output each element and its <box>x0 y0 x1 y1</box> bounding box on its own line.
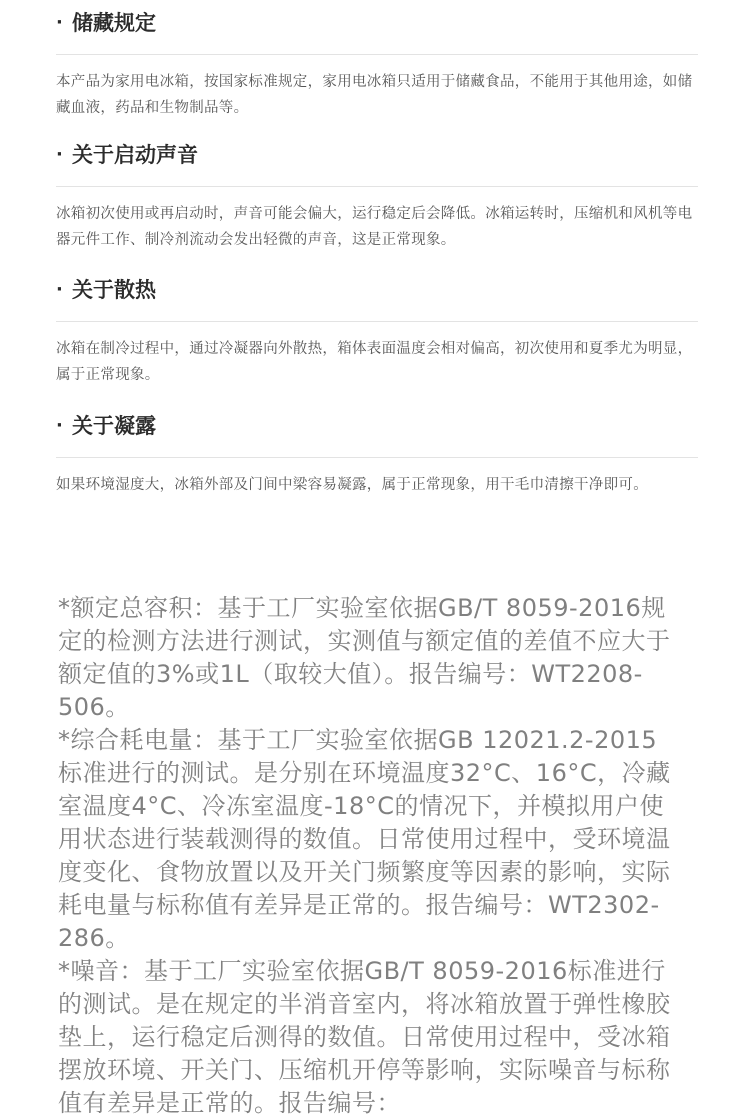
section-title: 储藏规定 <box>72 11 156 35</box>
divider <box>56 321 698 322</box>
section-heading <box>56 136 698 172</box>
section-heading <box>56 407 698 443</box>
divider <box>56 186 698 187</box>
bullet-icon: · <box>56 11 63 33</box>
section-text: 冰箱初次使用或再启动时，声音可能会偏大，运行稳定后会降低。冰箱运转时，压缩机和风机等电器元件工作、制冷剂流动会发出轻微的声音，这是正常现象。 <box>56 206 693 248</box>
section-title: 关于散热 <box>72 278 156 302</box>
bullet-icon: · <box>56 143 63 165</box>
section-text: 本产品为家用电冰箱，按国家标准规定，家用电冰箱只适用于储藏食品，不能用于其他用途，如储藏血液，药品和生物制品等。 <box>56 74 693 116</box>
section-text: 如果环境湿度大，冰箱外部及门间中梁容易凝露，属于正常现象，用干毛巾清擦干净即可。 <box>56 477 648 493</box>
section-text: 冰箱在制冷过程中，通过冷凝器向外散热，箱体表面温度会相对偏高，初次使用和夏季尤为明显，属于正常现象。 <box>56 341 693 383</box>
section-title: 关于启动声音 <box>72 143 198 167</box>
section-startup-sound <box>56 136 698 253</box>
section-title: 关于凝露 <box>72 414 156 438</box>
divider <box>56 54 698 55</box>
divider <box>56 457 698 458</box>
section-storage-rules <box>56 4 698 121</box>
section-heading <box>56 271 698 307</box>
bullet-icon: · <box>56 414 63 436</box>
footnote-energy-consumption: *综合耗电量：基于工厂实验室依据GB 12021.2-2015标准进行的测试。是分别在环境温度32°C、16°C，冷藏室温度4°C、冷冻室温度-18°C的情况下，并模拟用户使用状态进行装载测得的数值。日常使用过程中，受环境温度变化、食物放置以及开关门频繁度等因素的影响，实际耗电量与标称值有差异是正常的。报告编号：WT2302-286。 <box>58 726 671 952</box>
bullet-icon: · <box>56 278 63 300</box>
footnotes <box>58 592 678 1120</box>
section-condensation <box>56 407 698 498</box>
footnote-noise: *噪音：基于工厂实验室依据GB/T 8059-2016标准进行的测试。是在规定的半消音室内，将冰箱放置于弹性橡胶垫上，运行稳定后测得的数值。日常使用过程中，受冰箱摆放环境、开关门、压缩机开停等影响，实际噪音与标称值有差异是正常的。报告编号： <box>58 957 671 1117</box>
footnote-rated-volume: *额定总容积：基于工厂实验室依据GB/T 8059-2016规定的检测方法进行测试，实测值与额定值的差值不应大于额定值的3%或1L（取较大值）。报告编号：WT2208-506。 <box>58 594 671 721</box>
section-heading <box>56 4 698 40</box>
section-heat-dissipation <box>56 271 698 388</box>
